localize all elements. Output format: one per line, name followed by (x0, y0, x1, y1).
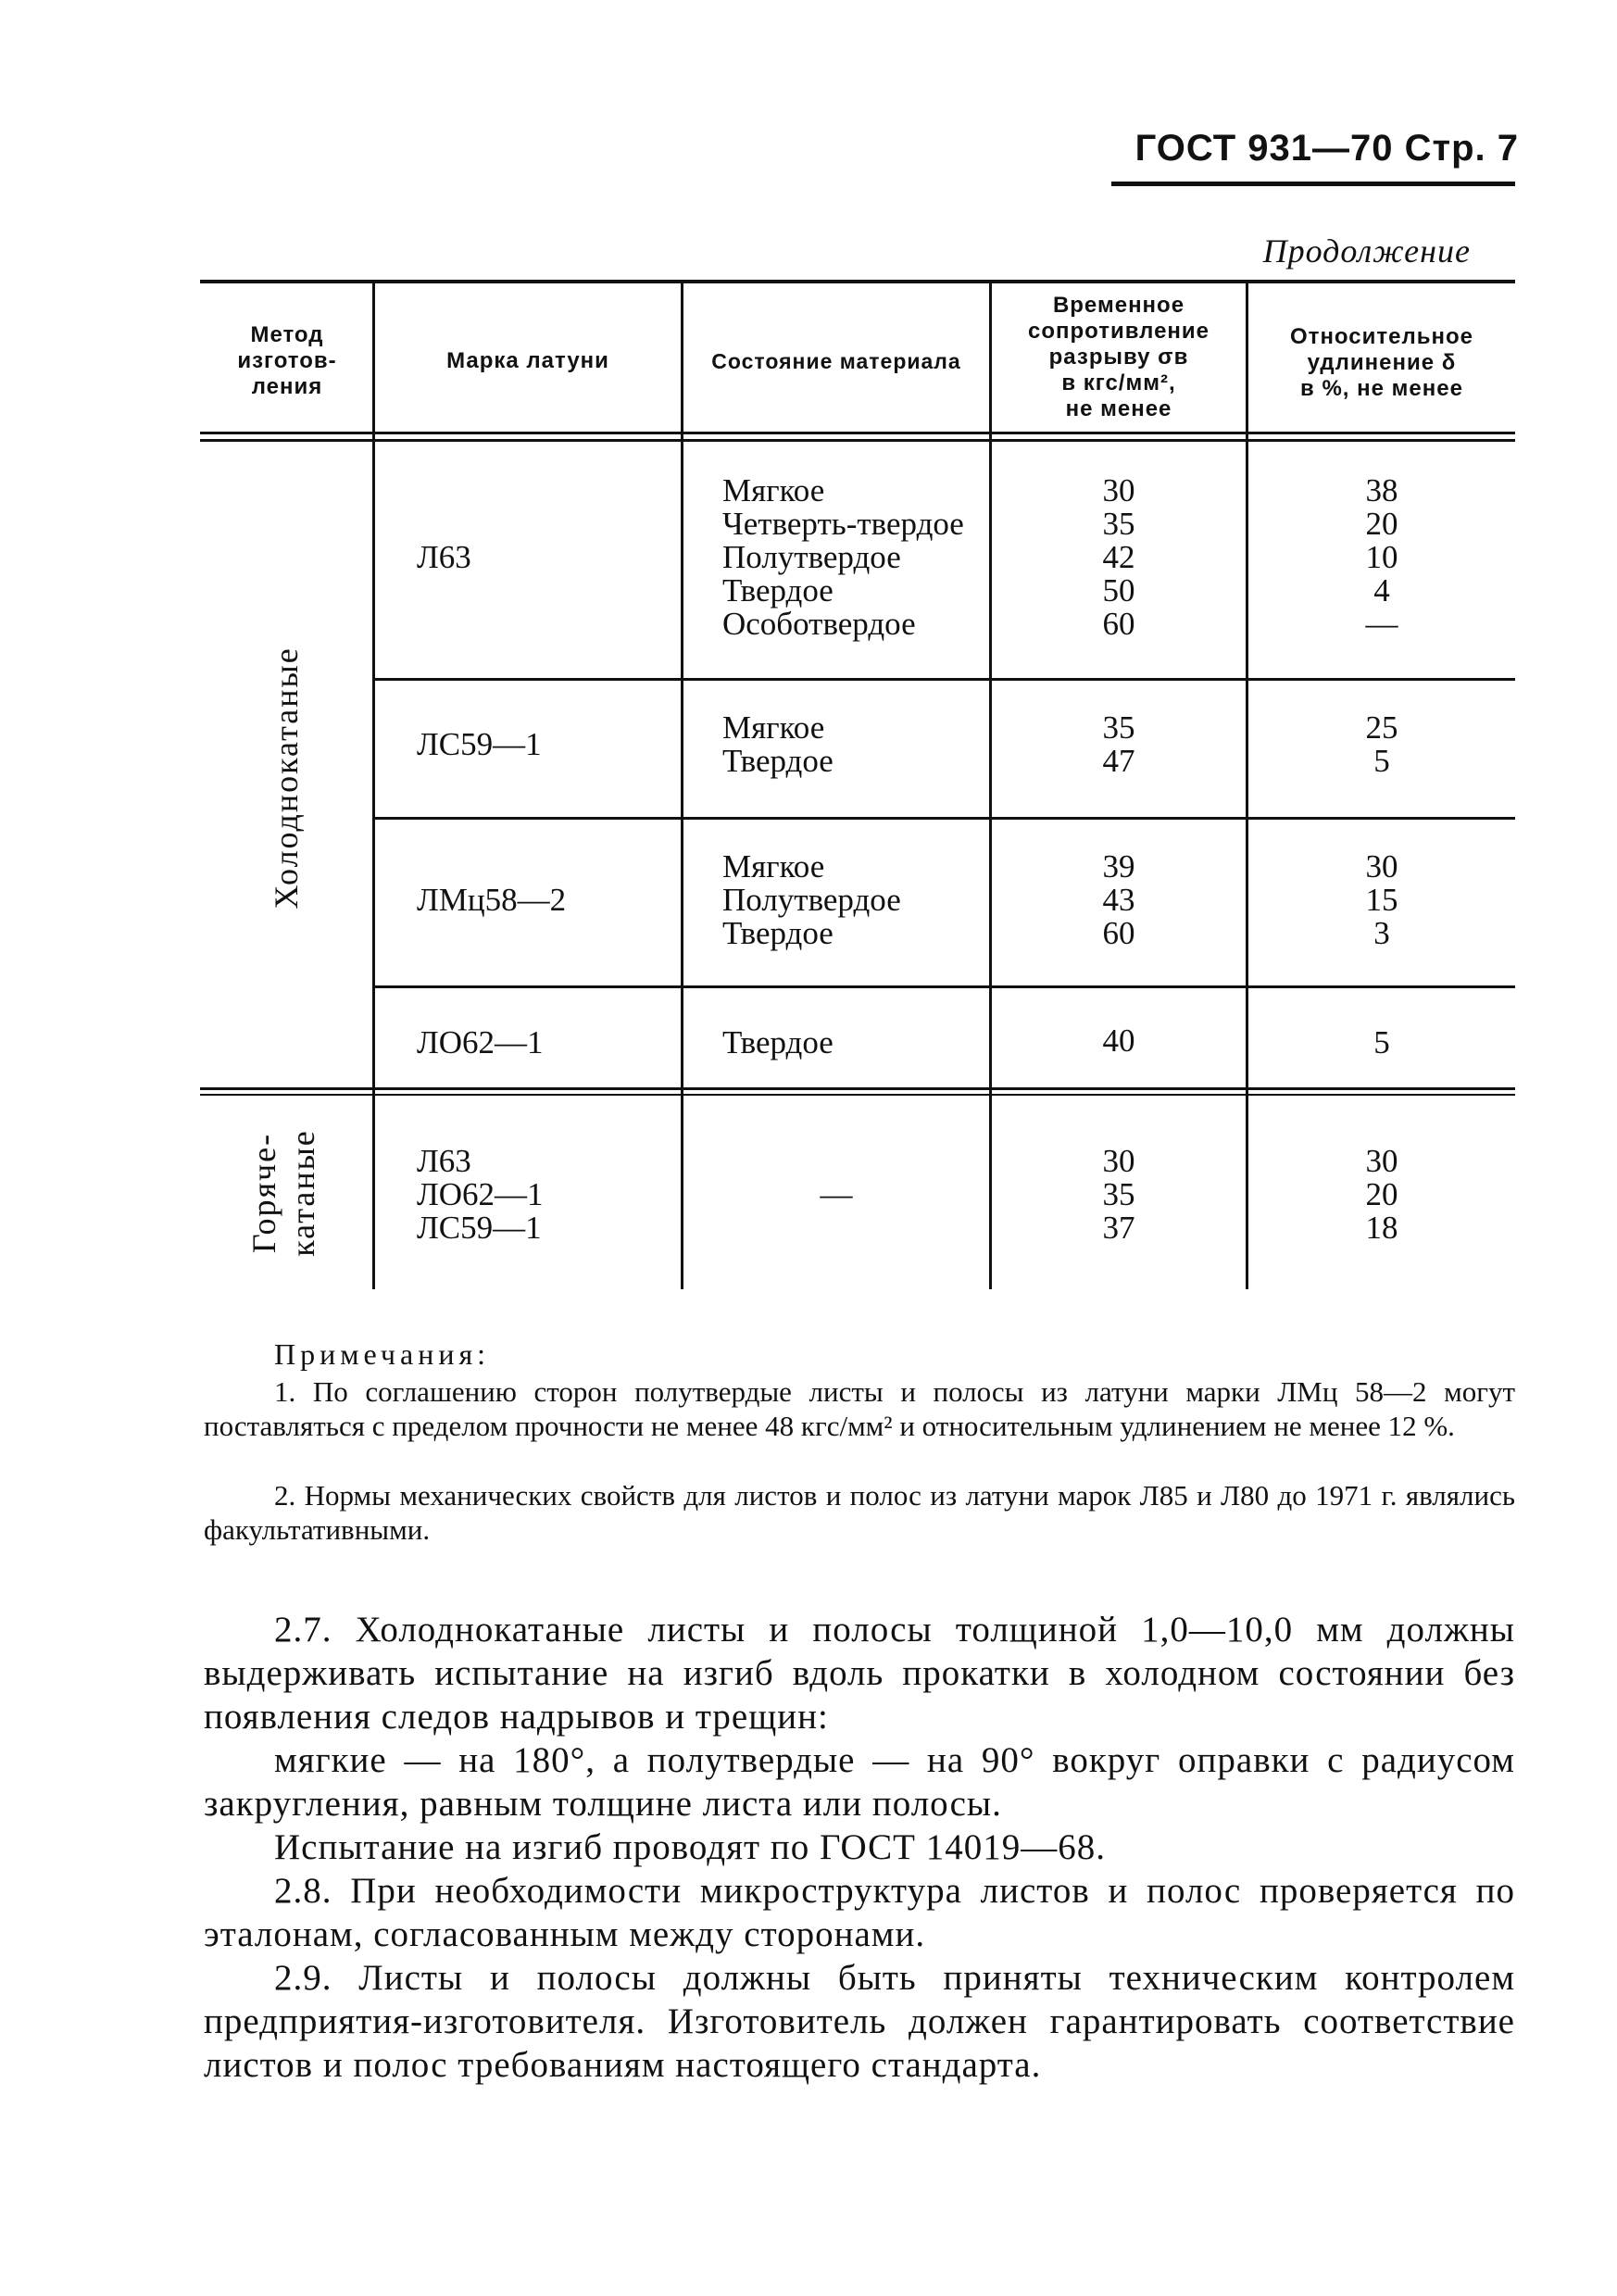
group-separator-1 (200, 1087, 1515, 1090)
strength-cell: 30 35 42 50 60 (1102, 472, 1135, 642)
note-2: 2. Нормы механических свойств для листов и полос из латуни марок Л85 и Л80 до 1971 г. являлись факультативными. (204, 1479, 1515, 1546)
elongation-cell: 30 20 18 (1365, 1143, 1398, 1246)
col-divider-1 (372, 283, 375, 1289)
row-separator-1 (375, 678, 1515, 681)
header-grade: Марка латуни (446, 348, 609, 373)
notes-title: Примечания: (274, 1337, 491, 1371)
group-label-hot-rolled: Горяче- катаные (245, 1129, 321, 1257)
paragraph-2-7: 2.7. Холоднокатаные листы и полосы толщиной 1,0—10,0 мм должны выдерживать испытание на изгиб вдоль прокатки в холодном состоянии без появления следов надрывов и трещин: (204, 1610, 1515, 1737)
paragraph-2-7-cont: мягкие — на 180°, а полутвердые — на 90° вокруг оправки с радиусом закругления, равным толщине листа или полосы. (204, 1740, 1515, 1824)
strength-cell: 35 47 (1102, 709, 1135, 779)
group-separator-2 (200, 1094, 1515, 1096)
grade-cell: Л63 (417, 539, 471, 575)
header-state: Состояние материала (711, 349, 961, 373)
row-separator-2 (375, 817, 1515, 820)
state-cell: — (820, 1176, 853, 1212)
row-separator-3 (375, 985, 1515, 988)
state-cell: Мягкое Четверть-твердое Полутвердое Твердое Особотвердое (722, 472, 964, 642)
col-divider-4 (1246, 283, 1248, 1289)
grade-cell: Л63 ЛО62—1 ЛС59—1 (417, 1143, 544, 1246)
paragraph-2-8: 2.8. При необходимости микроструктура листов и полос проверяется по эталонам, согласованным между сторонами. (204, 1871, 1515, 1954)
state-cell: Мягкое Твердое (722, 709, 834, 779)
col-divider-3 (989, 283, 992, 1289)
state-cell: Твердое (722, 1024, 834, 1060)
strength-cell: 40 (1102, 1023, 1135, 1059)
header-rule (1111, 182, 1515, 186)
col-divider-2 (681, 283, 683, 1289)
table-header-rule-1 (200, 432, 1515, 434)
page-header: ГОСТ 931—70 Стр. 7 (1134, 128, 1519, 169)
elongation-cell: 5 (1373, 1024, 1390, 1060)
strength-cell: 30 35 37 (1102, 1143, 1135, 1246)
table-top-rule (200, 280, 1515, 283)
elongation-cell: 38 20 10 4 — (1365, 472, 1398, 642)
grade-cell: ЛМц58—2 (417, 882, 567, 918)
state-cell: Мягкое Полутвердое Твердое (722, 848, 901, 951)
continuation-label: Продолжение (1262, 232, 1471, 270)
elongation-cell: 30 15 3 (1365, 848, 1398, 951)
note-1: 1. По соглашению сторон полутвердые листы и полосы из латуни марки ЛМц 58—2 могут поставляться с пределом прочности не менее 48 кгс/мм² и относительным удлинением не менее 12 %. (204, 1375, 1515, 1442)
strength-cell: 39 43 60 (1102, 848, 1135, 951)
paragraph-2-7-test: Испытание на изгиб проводят по ГОСТ 14019—68. (274, 1827, 1106, 1867)
header-strength: Временное сопротивление разрыву σв в кгс/мм², не менее (1027, 293, 1210, 421)
header-method: Метод изготов- ления (237, 322, 337, 399)
elongation-cell: 25 5 (1365, 709, 1398, 779)
group-label-cold-rolled: Холоднокатаные (268, 646, 305, 910)
header-elongation: Относительное удлинение δ в %, не менее (1290, 324, 1473, 401)
table-header-rule-2 (200, 439, 1515, 442)
grade-cell: ЛС59—1 (417, 726, 542, 762)
grade-cell: ЛО62—1 (417, 1024, 544, 1060)
paragraph-2-9: 2.9. Листы и полосы должны быть приняты техническим контролем предприятия-изготовителя. Изготовитель должен гарантировать соответствие листов и полос требованиям настоящего стандарта. (204, 1958, 1515, 2085)
